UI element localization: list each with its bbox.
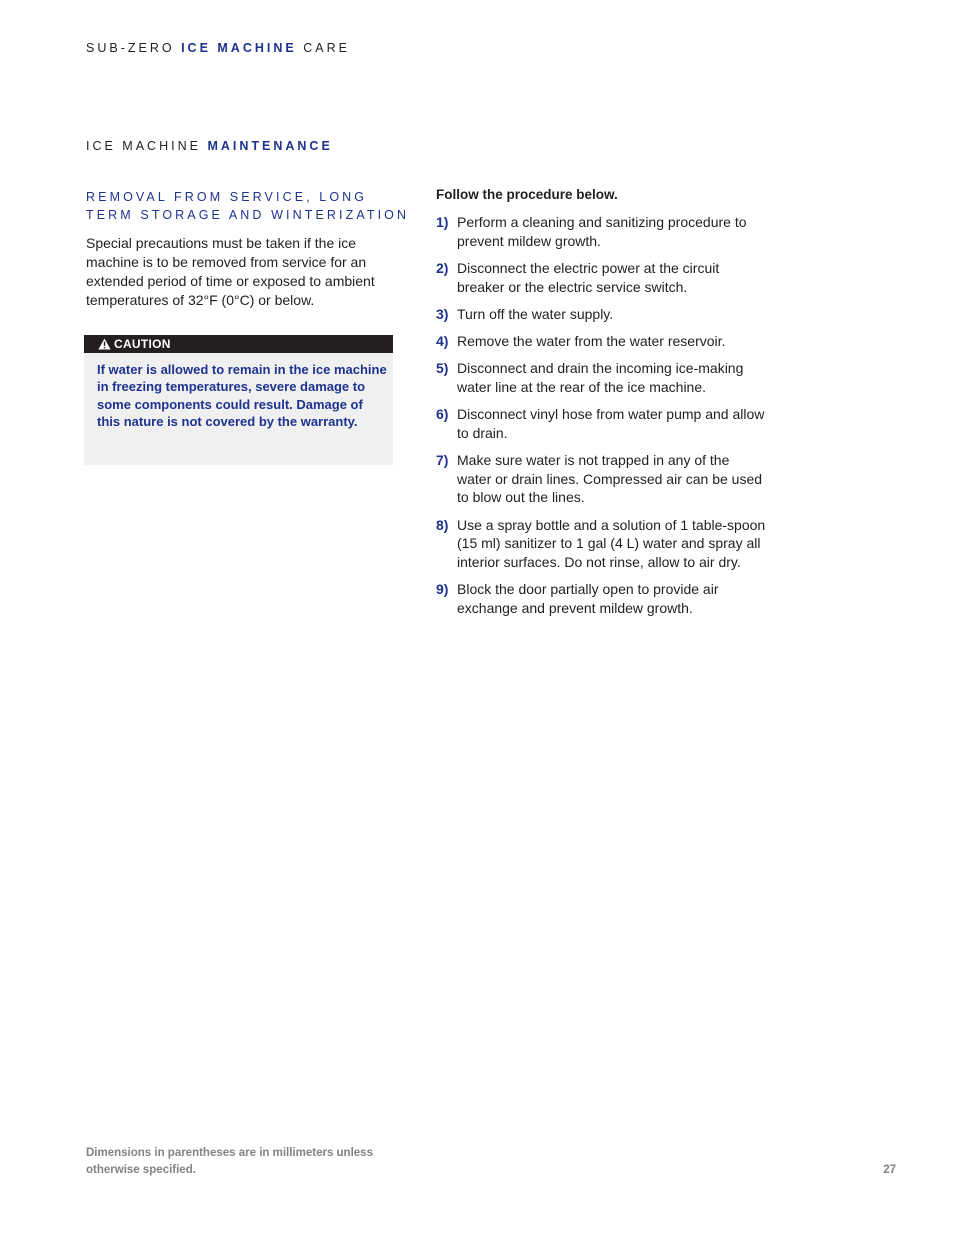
caution-bar bbox=[84, 335, 393, 353]
step-text: Turn off the water supply. bbox=[457, 305, 614, 322]
list-item bbox=[436, 451, 766, 507]
section-title bbox=[86, 139, 333, 153]
section-emphasis: MAINTENANCE bbox=[207, 139, 333, 153]
list-item bbox=[436, 213, 766, 250]
footer-note: Dimensions in parentheses are in millimeters unless otherwise specified. bbox=[86, 1147, 373, 1176]
step-text: Disconnect the electric power at the circuit breaker or the electric service switch. bbox=[457, 259, 720, 295]
step-text: Disconnect and drain the incoming ice-making water line at the rear of the ice machine. bbox=[457, 360, 744, 395]
subsection-intro: Special precautions must be taken if the ice machine is to be removed from service for an extended period of time or exposed to ambient temperatures of 32°F (0°C) or below. bbox=[86, 235, 375, 308]
step-number: 6) bbox=[436, 406, 449, 423]
step-number: 3) bbox=[436, 305, 449, 322]
list-item bbox=[436, 405, 766, 442]
step-number: 8) bbox=[436, 516, 449, 533]
header-brand: SUB-ZERO bbox=[86, 41, 175, 55]
list-item bbox=[436, 580, 766, 617]
step-number: 2) bbox=[436, 259, 449, 276]
header-emphasis: ICE MACHINE bbox=[181, 41, 297, 55]
caution-text: If water is allowed to remain in the ice machine in freezing temperatures, severe damage to some components could result. Damage of this nature is not covered by the warranty. bbox=[97, 362, 387, 429]
step-text: Make sure water is not trapped in any of the water or drain lines. Compressed air can be used to blow out the lines. bbox=[457, 452, 763, 506]
step-text: Use a spray bottle and a solution of 1 table-spoon (15 ml) sanitizer to 1 gal (4 L) water and spray all interior surfaces. Do not rinse, allow to air dry. bbox=[457, 516, 766, 571]
list-item bbox=[436, 516, 766, 572]
list-item bbox=[436, 332, 766, 351]
header-suffix: CARE bbox=[303, 41, 350, 55]
step-number: 4) bbox=[436, 333, 449, 350]
step-number: 7) bbox=[436, 452, 449, 469]
step-text: Block the door partially open to provide air exchange and prevent mildew growth. bbox=[457, 581, 719, 616]
warning-triangle-icon bbox=[98, 338, 111, 350]
subsection-title: REMOVAL FROM SERVICE, LONG TERM STORAGE AND WINTERIZATION bbox=[86, 190, 410, 222]
list-item bbox=[436, 359, 766, 396]
step-number: 1) bbox=[436, 214, 449, 230]
step-number: 5) bbox=[436, 360, 449, 377]
procedure-steps bbox=[436, 213, 766, 626]
step-text: Perform a cleaning and sanitizing procedure to prevent mildew growth. bbox=[457, 214, 747, 249]
caution-label: CAUTION bbox=[114, 337, 171, 351]
step-text: Remove the water from the water reservoir. bbox=[457, 333, 726, 350]
procedure-lead: Follow the procedure below. bbox=[436, 187, 618, 202]
list-item bbox=[436, 259, 766, 296]
caution-box bbox=[84, 335, 393, 465]
section-prefix: ICE MACHINE bbox=[86, 139, 201, 153]
page-number: 27 bbox=[883, 1164, 896, 1176]
step-number: 9) bbox=[436, 581, 449, 598]
list-item bbox=[436, 305, 766, 324]
running-header bbox=[86, 41, 350, 55]
step-text: Disconnect vinyl hose from water pump and allow to drain. bbox=[457, 406, 765, 441]
